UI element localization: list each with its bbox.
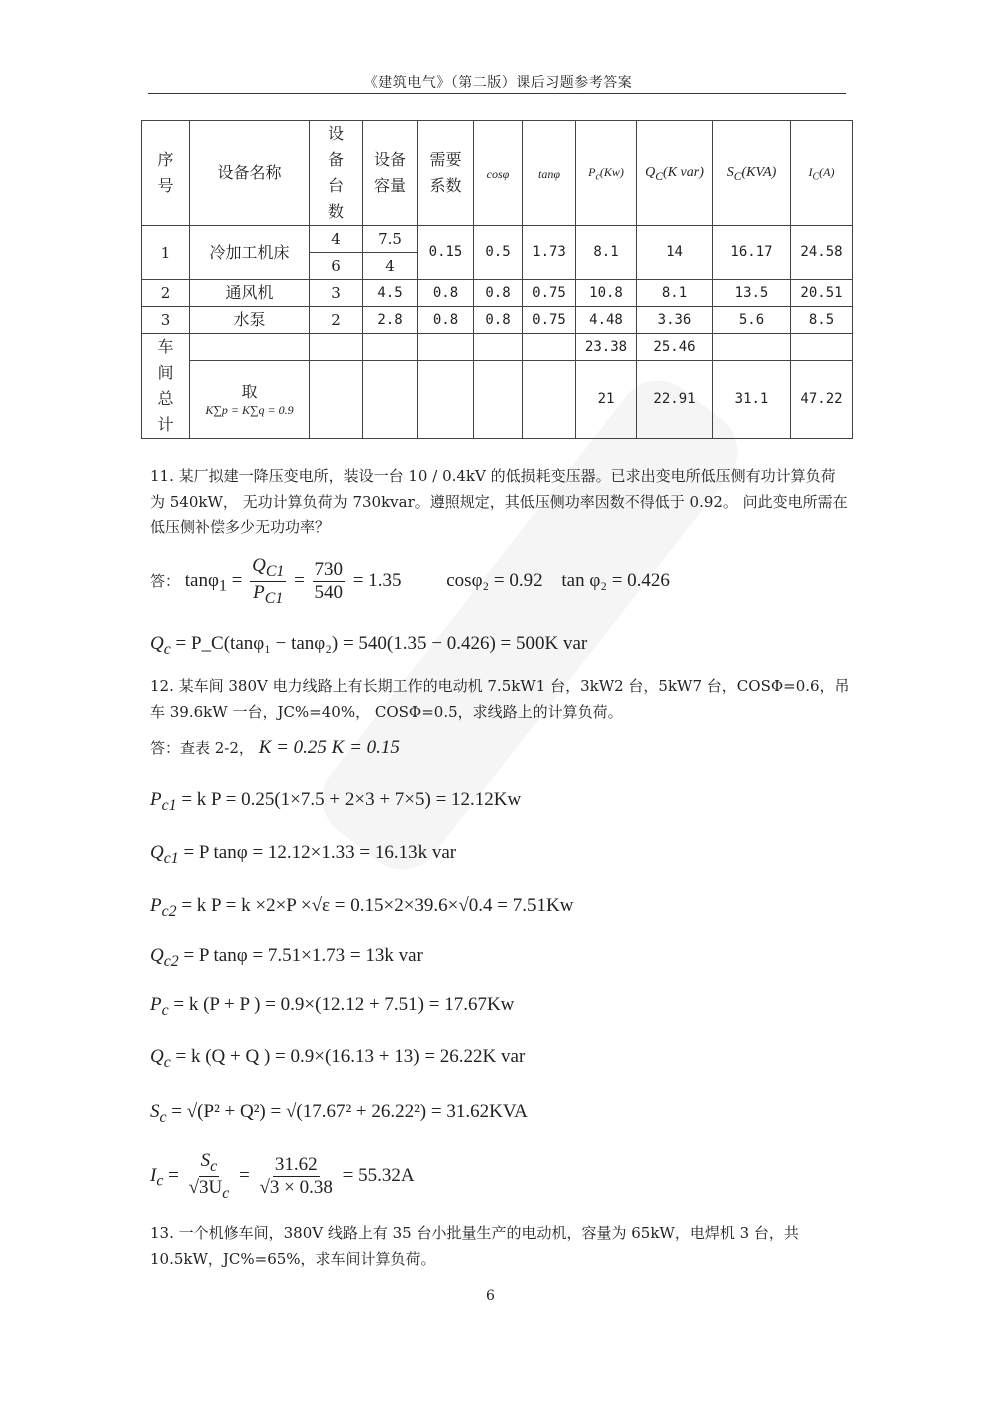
- table-row: [142, 226, 853, 253]
- cell-tan: 0.75: [523, 307, 576, 334]
- cell-count: 4: [310, 226, 363, 253]
- cell-ic: 20.51: [791, 280, 853, 307]
- cell-take: 取 K∑p = K∑q = 0.9: [190, 361, 310, 439]
- th-cos: cosφ: [474, 121, 523, 226]
- cell-qc: 3.36: [637, 307, 713, 334]
- page-header: 《建筑电气》（第二版）课后习题参考答案: [363, 75, 633, 91]
- cell-capacity: 4: [363, 253, 418, 280]
- cell-sc: 13.5: [713, 280, 791, 307]
- q11-eq2: $Q_c$ = P_C(tanφ₁ − tanφ₂) = 540(1.35 − 0.426) = 500K var: [150, 633, 588, 658]
- cell-cos: 0.8: [474, 307, 523, 334]
- cell-sum-qc: 25.46: [637, 334, 713, 361]
- th-capacity: 设备容量: [363, 121, 418, 226]
- cell-ic: 24.58: [791, 226, 853, 280]
- cell-name: 通风机: [190, 280, 310, 307]
- cell-seq: 2: [142, 280, 190, 307]
- cell-demand: 0.15: [418, 226, 474, 280]
- cell-count: 2: [310, 307, 363, 334]
- load-table: [141, 120, 853, 439]
- q11-text: 11. 某厂拟建一降压变电所，装设一台 10 / 0.4kV 的低损耗变压器。已求出变电所低压侧有功计算负荷为 540kW， 无功计算负荷为 730kvar。遵照规定，其低压侧功率因数不得低于 0.92。 问此变电所需在低压侧补偿多少无功功率？: [150, 467, 848, 536]
- q13-text: 13. 一个机修车间，380V 线路上有 35 台小批量生产的电动机，容量为 65kW，电焊机 3 台，共 10.5kW，JC%=65%，求车间计算负荷。: [150, 1224, 799, 1268]
- cell-pc: 10.8: [576, 280, 637, 307]
- header-rule: [148, 93, 846, 94]
- cell-total-pc: 21: [576, 361, 637, 439]
- q12-pc: $P_c = k$ (P + P ) = 0.9×(12.12 + 7.51) = 17.67Kw: [150, 994, 515, 1019]
- cell-capacity: 7.5: [363, 226, 418, 253]
- cell-name: 水泵: [190, 307, 310, 334]
- q12-qc2: $Q_{c2} = P$ tanφ = 7.51×1.73 = 13k var: [150, 945, 423, 970]
- cell-sc: 5.6: [713, 307, 791, 334]
- cell-seq: 3: [142, 307, 190, 334]
- cell-sc: 16.17: [713, 226, 791, 280]
- q12-text: 12. 某车间 380V 电力线路上有长期工作的电动机 7.5kW1 台，3kW2 台，5kW7 台，COSΦ=0.6，吊车 39.6kW 一台，JC%=40%， COSΦ=0.5，求线路上的计算负荷。: [150, 677, 850, 721]
- cell-count: 6: [310, 253, 363, 280]
- cell-ic: 8.5: [791, 307, 853, 334]
- cell-qc: 8.1: [637, 280, 713, 307]
- cell-capacity: 4.5: [363, 280, 418, 307]
- th-ic: $I_C(A)$: [791, 121, 853, 226]
- cell-tan: 0.75: [523, 280, 576, 307]
- th-name: 设备名称: [190, 121, 310, 226]
- cell-demand: 0.8: [418, 307, 474, 334]
- th-pc: $P_c(Kw)$: [576, 121, 637, 226]
- cell-tan: 1.73: [523, 226, 576, 280]
- cell-name: 冷加工机床: [190, 226, 310, 280]
- table-row: [142, 280, 853, 307]
- q12-ic: $I_c$ = $\frac{S_c}{√3U_c}$ = $\frac{31.62}{√3 \times 0.38}$ = 55.32A: [150, 1150, 415, 1202]
- th-demand: 需要系数: [418, 121, 474, 226]
- q12-ans: 答：查表 2-2， K = 0.25 K = 0.15: [150, 737, 400, 758]
- cell-count: 3: [310, 280, 363, 307]
- cell-capacity: 2.8: [363, 307, 418, 334]
- cell-demand: 0.8: [418, 280, 474, 307]
- table-row: [142, 307, 853, 334]
- cell-total-label: 车间总计: [142, 334, 190, 439]
- q12-pc2: $P_{c2} = k$ P = k ×2×P ×√ε = 0.15×2×39.6×√0.4 = 7.51Kw: [150, 895, 574, 920]
- table-total-row: [142, 361, 853, 439]
- table-total-row: [142, 334, 853, 361]
- table-header-row: [142, 121, 853, 226]
- cell-total-qc: 22.91: [637, 361, 713, 439]
- cell-cos: 0.5: [474, 226, 523, 280]
- cell-total-ic: 47.22: [791, 361, 853, 439]
- q12-sc: $S_c = √(P^2 + Q^2) = √(17.67^2 + 26.22^2) = 31.62KVA$: [150, 1101, 528, 1126]
- page-number: 6: [486, 1288, 495, 1304]
- cell-total-sc: 31.1: [713, 361, 791, 439]
- q11-eq1: 答： tanφ$_1$ = $\frac{Q_{C1}}{P_{C1}}$ = $\frac{730}{540}$ = 1.35 cosφ₂ = 0.92 tan φ₂ = 0.426: [150, 555, 670, 607]
- q12-pc1: $P_{c1} = k$ P = 0.25(1×7.5 + 2×3 + 7×5) = 12.12Kw: [150, 789, 522, 814]
- th-qc: $Q_C(K$ var): [637, 121, 713, 226]
- cell-cos: 0.8: [474, 280, 523, 307]
- cell-pc: 4.48: [576, 307, 637, 334]
- cell-sum-pc: 23.38: [576, 334, 637, 361]
- cell-qc: 14: [637, 226, 713, 280]
- th-count: 设备台数: [310, 121, 363, 226]
- cell-pc: 8.1: [576, 226, 637, 280]
- q12-qc1: $Q_{c1} = P$ tanφ = 12.12×1.33 = 16.13k var: [150, 842, 457, 867]
- th-seq: 序号: [142, 121, 190, 226]
- cell-seq: 1: [142, 226, 190, 280]
- th-sc: $S_C(KVA)$: [713, 121, 791, 226]
- th-tan: tanφ: [523, 121, 576, 226]
- q12-qc: $Q_c = k$ (Q + Q ) = 0.9×(16.13 + 13) = 26.22K var: [150, 1046, 526, 1071]
